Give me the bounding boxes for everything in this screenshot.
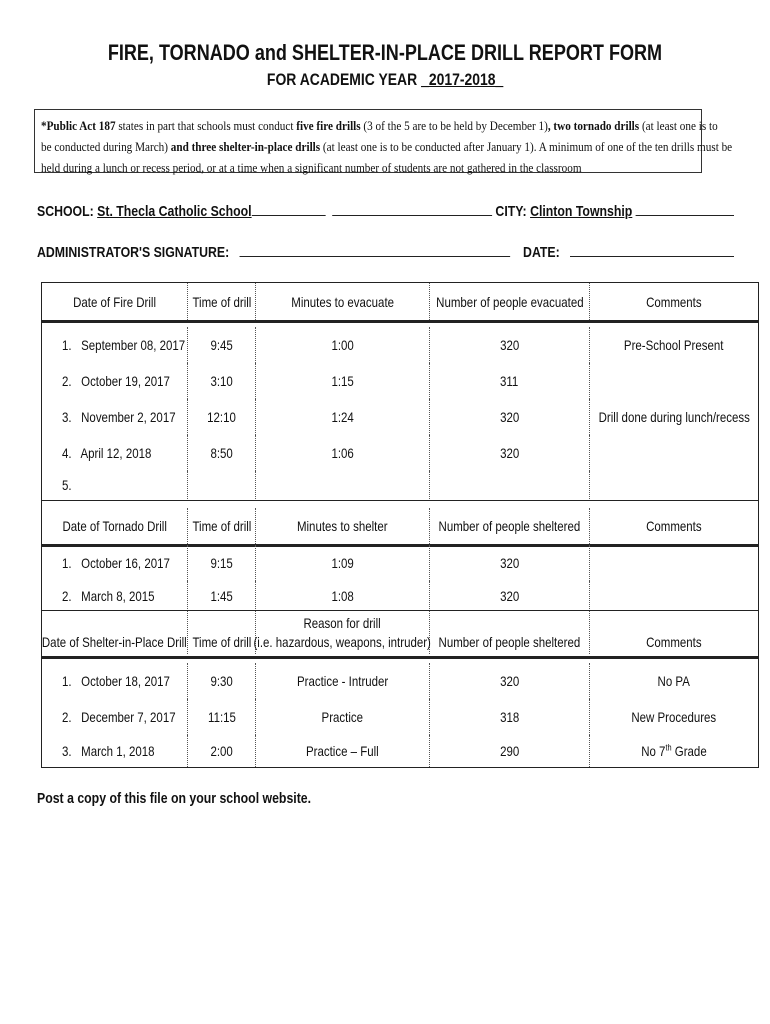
notice-bold: , two tornado drills — [547, 118, 640, 133]
signature-label: ADMINISTRATOR'S SIGNATURE: — [37, 244, 230, 261]
tornado-minutes-header: Minutes to shelter — [256, 508, 430, 544]
fire-minutes-cell[interactable]: 1:24 — [256, 399, 430, 435]
tornado-people-header: Number of people sheltered — [430, 508, 590, 544]
fire-minutes-header: Minutes to evacuate — [256, 283, 430, 320]
tornado-date-cell[interactable]: 1. October 16, 2017 — [42, 545, 188, 581]
school-label: SCHOOL: — [37, 203, 94, 220]
signature-field[interactable] — [239, 241, 510, 257]
shelter-time-cell[interactable]: 2:00 — [188, 735, 256, 767]
fire-date-cell[interactable]: 4. April 12, 2018 — [42, 435, 188, 471]
school-blank-line — [332, 200, 492, 216]
fire-row — [42, 327, 758, 363]
shelter-date-cell[interactable]: 1. October 18, 2017 — [42, 663, 188, 699]
tornado-date-header: Date of Tornado Drill — [42, 508, 188, 544]
shelter-comment-cell[interactable]: No 7th Grade — [641, 742, 707, 759]
fire-time-cell[interactable]: 3:10 — [188, 363, 256, 399]
fire-minutes-cell[interactable] — [256, 471, 430, 499]
form-title: FIRE, TORNADO and SHELTER-IN-PLACE DRILL REPORT FORM — [107, 40, 663, 65]
shelter-date-cell[interactable]: 3. March 1, 2018 — [42, 735, 188, 767]
fire-header-row — [42, 283, 758, 320]
fire-time-cell[interactable]: 9:45 — [188, 327, 256, 363]
shelter-row — [42, 735, 758, 767]
post-copy-instruction: Post a copy of this file on your school website. — [37, 790, 312, 807]
fire-date-cell[interactable]: 5. — [42, 471, 188, 499]
fire-row — [42, 471, 758, 499]
fire-time-header: Time of drill — [188, 283, 256, 320]
fire-date-cell[interactable]: 1. September 08, 2017 — [42, 327, 188, 363]
tornado-time-header: Time of drill — [188, 508, 256, 544]
shelter-row — [42, 663, 758, 699]
tornado-comment-cell[interactable] — [590, 545, 758, 581]
shelter-time-header: Time of drill — [188, 611, 256, 654]
shelter-reason-header: Reason for drill (i.e. hazardous, weapons, intruder) — [256, 611, 430, 654]
fire-date-cell[interactable]: 2. October 19, 2017 — [42, 363, 188, 399]
public-act-notice — [34, 109, 733, 175]
fire-comment-cell[interactable] — [590, 363, 758, 399]
fire-minutes-cell[interactable]: 1:15 — [256, 363, 430, 399]
tornado-header-row — [42, 508, 758, 544]
shelter-people-cell[interactable]: 290 — [430, 735, 590, 767]
fire-row — [42, 435, 758, 471]
fire-row — [42, 363, 758, 399]
shelter-comments-header: Comments — [646, 634, 702, 650]
shelter-reason-cell[interactable]: Practice - Intruder — [256, 663, 430, 699]
city-label: CITY: — [495, 203, 527, 220]
shelter-header-row — [42, 611, 758, 654]
tornado-minutes-cell[interactable]: 1:09 — [256, 545, 430, 581]
shelter-people-cell[interactable]: 318 — [430, 699, 590, 735]
fire-people-cell[interactable] — [430, 471, 590, 499]
city-field[interactable]: Clinton Township — [530, 203, 633, 220]
school-blank-line — [252, 200, 326, 216]
fire-comments-header: Comments — [646, 293, 702, 310]
notice-text: be conducted during March) — [41, 139, 171, 154]
tornado-people-cell[interactable]: 320 — [430, 581, 590, 611]
academic-year-value: _2017-2018_ — [420, 70, 504, 89]
tornado-time-cell[interactable]: 9:15 — [188, 545, 256, 581]
shelter-reason-cell[interactable]: Practice — [256, 699, 430, 735]
fire-comment-cell[interactable] — [590, 471, 758, 499]
fire-comment-cell[interactable] — [590, 435, 758, 471]
fire-time-cell[interactable]: 12:10 — [188, 399, 256, 435]
section-divider — [42, 656, 758, 659]
shelter-date-header: Date of Shelter-in-Place Drill — [42, 611, 188, 654]
tornado-people-cell[interactable]: 320 — [430, 545, 590, 581]
tornado-comments-header: Comments — [646, 518, 702, 534]
city-blank-line — [636, 200, 734, 216]
notice-bold: and three shelter-in-place drills — [170, 139, 321, 154]
notice-text: held during a lunch or recess period, or at a time when a significant number of students are not gathered in the classroom — [41, 160, 582, 175]
drill-report-table — [41, 282, 759, 768]
section-divider — [42, 500, 758, 501]
notice-bold: five fire drills — [296, 118, 361, 133]
fire-comment-cell[interactable]: Drill done during lunch/recess — [598, 409, 750, 425]
shelter-comment-cell[interactable]: No PA — [657, 673, 691, 689]
tornado-comment-cell[interactable] — [590, 581, 758, 611]
fire-people-cell[interactable]: 311 — [430, 363, 590, 399]
fire-people-header: Number of people evacuated — [430, 283, 590, 320]
section-divider — [42, 320, 758, 323]
shelter-people-header: Number of people sheltered — [430, 611, 590, 654]
shelter-time-cell[interactable]: 11:15 — [188, 699, 256, 735]
fire-people-cell[interactable]: 320 — [430, 327, 590, 363]
date-label: DATE: — [523, 244, 560, 261]
shelter-people-cell[interactable]: 320 — [430, 663, 590, 699]
tornado-row — [42, 545, 758, 581]
notice-text: (3 of the 5 are to be held by December 1) — [360, 118, 548, 133]
shelter-time-cell[interactable]: 9:30 — [188, 663, 256, 699]
fire-date-header: Date of Fire Drill — [42, 283, 188, 320]
fire-minutes-cell[interactable]: 1:06 — [256, 435, 430, 471]
tornado-row — [42, 581, 758, 611]
shelter-reason-cell[interactable]: Practice – Full — [256, 735, 430, 767]
notice-act: *Public Act 187 — [41, 118, 116, 133]
fire-comment-cell[interactable]: Pre-School Present — [624, 337, 724, 353]
signature-date-row — [37, 241, 770, 261]
fire-row — [42, 399, 758, 435]
tornado-time-cell[interactable]: 1:45 — [188, 581, 256, 611]
notice-text: states in part that schools must conduct — [115, 118, 297, 133]
school-city-row — [37, 200, 770, 220]
fire-time-cell[interactable]: 8:50 — [188, 435, 256, 471]
fire-people-cell[interactable]: 320 — [430, 435, 590, 471]
fire-date-cell[interactable]: 3. November 2, 2017 — [42, 399, 188, 435]
fire-people-cell[interactable]: 320 — [430, 399, 590, 435]
fire-minutes-cell[interactable]: 1:00 — [256, 327, 430, 363]
notice-text: (at least one is to — [639, 118, 718, 133]
fire-time-cell[interactable] — [188, 471, 256, 499]
tornado-minutes-cell[interactable]: 1:08 — [256, 581, 430, 611]
date-field[interactable] — [570, 241, 734, 257]
academic-year-label: FOR ACADEMIC YEAR — [266, 70, 418, 89]
shelter-date-cell[interactable]: 2. December 7, 2017 — [42, 699, 188, 735]
academic-year-line — [0, 70, 770, 90]
notice-text: (at least one is to be conducted after January 1). A minimum of one of the ten drills must be — [320, 139, 733, 154]
shelter-row — [42, 699, 758, 735]
tornado-date-cell[interactable]: 2. March 8, 2015 — [42, 581, 188, 611]
shelter-comment-cell[interactable]: New Procedures — [631, 709, 717, 725]
school-field[interactable]: St. Thecla Catholic School — [97, 203, 252, 220]
